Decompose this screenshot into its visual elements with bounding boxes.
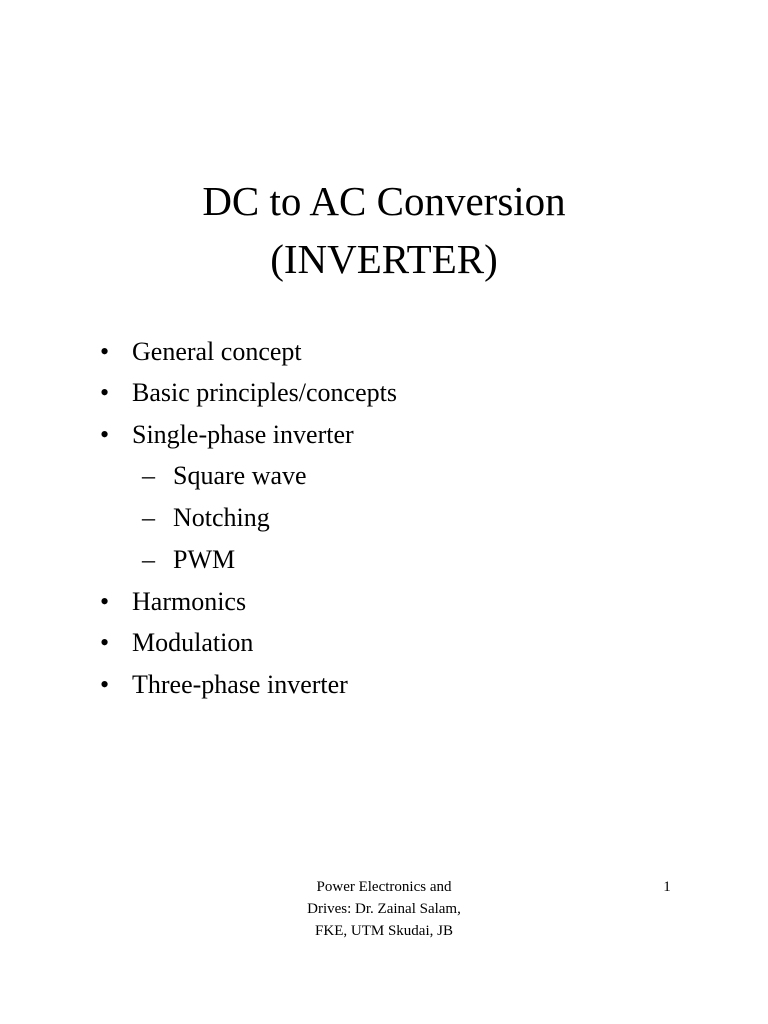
bullet-text: Single-phase inverter <box>132 420 354 449</box>
slide-title <box>0 172 768 288</box>
bullet-marker: • <box>100 587 110 616</box>
title-line-1: DC to AC Conversion <box>202 178 566 224</box>
footer-credit <box>244 876 524 942</box>
sub-bullet-marker: – <box>142 545 155 574</box>
sub-bullet-marker: – <box>142 503 155 532</box>
sub-bullet-text: PWM <box>173 545 236 574</box>
bullet-text: Modulation <box>132 628 254 657</box>
sub-bullet-text: Notching <box>173 503 270 532</box>
title-line-2: (INVERTER) <box>270 236 498 282</box>
sub-bullet-marker: – <box>142 461 155 490</box>
bullet-marker: • <box>100 628 110 657</box>
bullet-text: Harmonics <box>132 587 247 616</box>
sub-bullet-text: Square wave <box>173 461 307 490</box>
footer-line-1: Power Electronics and <box>316 879 452 895</box>
bullet-marker: • <box>100 420 110 449</box>
bullet-marker: • <box>100 670 110 699</box>
bullet-text: Three-phase inverter <box>132 670 348 699</box>
footer-line-2: Drives: Dr. Zainal Salam, <box>307 901 461 917</box>
bullet-marker: • <box>100 337 110 366</box>
page-number: 1 <box>663 879 671 895</box>
bullet-marker: • <box>100 378 110 407</box>
bullet-text: General concept <box>132 337 302 366</box>
footer-line-3: FKE, UTM Skudai, JB <box>315 923 453 939</box>
bullet-text: Basic principles/concepts <box>132 378 397 407</box>
